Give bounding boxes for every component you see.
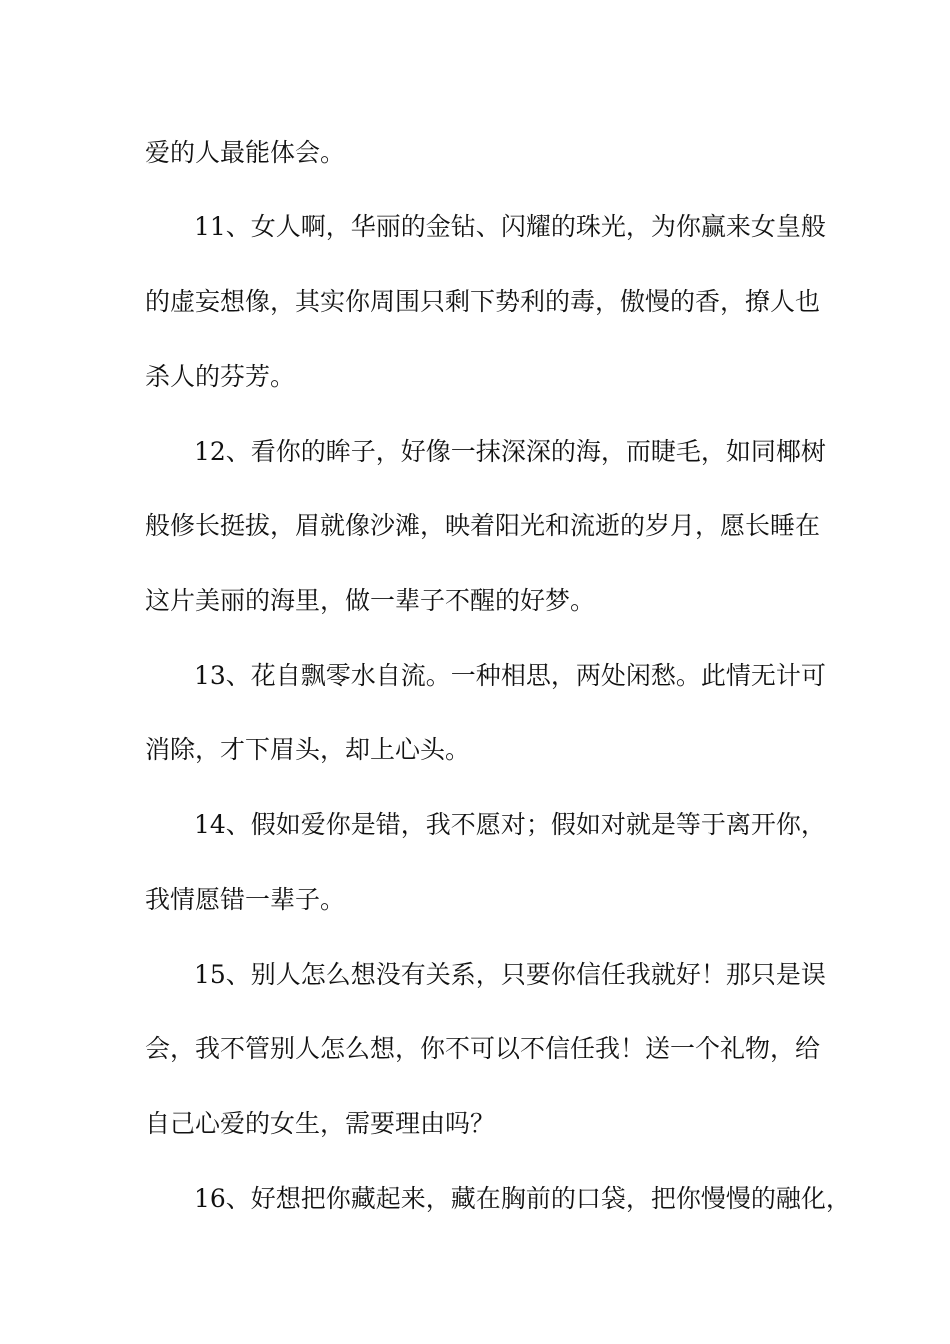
paragraph-12-line-1: 12、看你的眸子，好像一抹深深的海，而睫毛，如同椰树 [194,437,826,466]
paragraph-13-line-2: 消除，才下眉头，却上心头。 [145,735,471,764]
paragraph-12-line-3: 这片美丽的海里，做一辈子不醒的好梦。 [145,586,596,615]
paragraph-15-line-2: 会，我不管别人怎么想，你不可以不信任我！送一个礼物，给 [145,1034,821,1063]
paragraph-14-line-2: 我情愿错一辈子。 [145,885,346,914]
paragraph-11-line-3: 杀人的芬芳。 [145,362,296,391]
paragraph-15-line-1: 15、别人怎么想没有关系，只要你信任我就好！那只是误 [194,960,826,989]
paragraph-14-line-1: 14、假如爱你是错，我不愿对；假如对就是等于离开你， [194,810,826,839]
paragraph-15-line-3: 自己心爱的女生，需要理由吗？ [145,1109,496,1138]
text-line: 爱的人最能体会。 [145,138,346,167]
paragraph-13-line-1: 13、花自飘零水自流。一种相思，两处闲愁。此情无计可 [194,661,826,690]
paragraph-11-line-2: 的虚妄想像，其实你周围只剩下势利的毒，傲慢的香，撩人也 [145,287,821,316]
paragraph-11-line-1: 11、女人啊，华丽的金钻、闪耀的珠光，为你赢来女皇般 [194,212,826,241]
paragraph-16-line-1: 16、好想把你藏起来，藏在胸前的口袋，把你慢慢的融化， [194,1184,851,1213]
paragraph-12-line-2: 般修长挺拔，眉就像沙滩，映着阳光和流逝的岁月，愿长睡在 [145,511,821,540]
